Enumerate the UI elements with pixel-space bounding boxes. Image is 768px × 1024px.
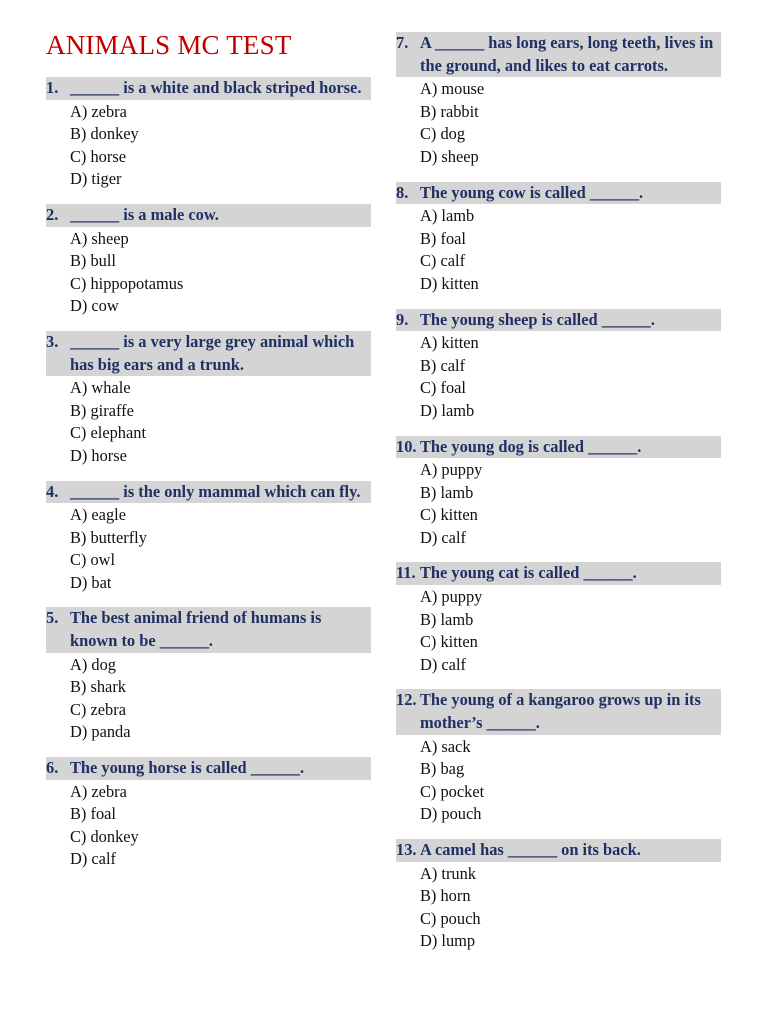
answer-options xyxy=(70,504,371,594)
answer-option-a: A) sack xyxy=(420,736,471,756)
answer-option-d: D) panda xyxy=(70,722,131,742)
right-column xyxy=(396,32,721,966)
question-12 xyxy=(396,689,721,826)
answer-options xyxy=(420,863,721,953)
question-number: 4. xyxy=(46,481,59,501)
question-6 xyxy=(46,757,371,871)
question-stem xyxy=(396,309,721,332)
answer-option-d: D) lump xyxy=(420,931,476,951)
question-stem xyxy=(46,757,371,780)
answer-option-c: C) owl xyxy=(70,550,116,570)
question-text: The young sheep is called ______. xyxy=(420,309,655,329)
answer-options xyxy=(70,654,371,744)
answer-option-d: D) lamb xyxy=(420,400,475,420)
question-text: A ______ has long ears, long teeth, lives in the ground, and likes to eat carrots. xyxy=(420,33,714,75)
answer-option-c: C) kitten xyxy=(420,632,478,652)
answer-option-c: C) foal xyxy=(420,378,466,398)
answer-option-a: A) zebra xyxy=(70,101,127,121)
question-text: ______ is a very large grey animal which has big ears and a trunk. xyxy=(70,331,355,374)
question-number: 12. xyxy=(396,690,417,710)
question-number: 8. xyxy=(396,182,409,202)
answer-options xyxy=(70,101,371,191)
question-number: 5. xyxy=(46,608,59,628)
answer-options xyxy=(420,459,721,549)
question-stem xyxy=(46,77,371,100)
question-8 xyxy=(396,182,721,296)
question-11 xyxy=(396,562,721,676)
answer-option-d: D) tiger xyxy=(70,169,122,189)
question-text: ______ is the only mammal which can fly. xyxy=(70,481,361,501)
answer-option-d: D) calf xyxy=(70,849,116,869)
question-number: 6. xyxy=(46,758,59,778)
answer-option-a: A) mouse xyxy=(420,79,485,99)
page-title: ANIMALS MC TEST xyxy=(46,30,292,60)
answer-option-a: A) zebra xyxy=(70,781,127,801)
question-stem xyxy=(46,481,371,504)
question-10 xyxy=(396,436,721,550)
answer-option-d: D) calf xyxy=(420,654,466,674)
question-number: 1. xyxy=(46,78,59,97)
question-stem xyxy=(396,436,721,459)
answer-option-b: B) bull xyxy=(70,251,116,271)
question-text: The young dog is called ______. xyxy=(420,436,642,456)
answer-option-c: C) zebra xyxy=(70,699,126,719)
answer-option-d: D) calf xyxy=(420,527,466,547)
question-number: 11. xyxy=(396,563,416,583)
answer-option-c: C) pocket xyxy=(420,781,485,801)
answer-option-a: A) whale xyxy=(70,378,131,398)
answer-options xyxy=(420,736,721,826)
answer-option-c: C) dog xyxy=(420,124,466,144)
answer-options xyxy=(70,228,371,318)
answer-option-d: D) pouch xyxy=(420,804,482,824)
answer-options xyxy=(420,586,721,676)
question-stem xyxy=(46,204,371,227)
answer-option-a: A) trunk xyxy=(420,863,476,883)
question-7 xyxy=(396,32,721,169)
question-3 xyxy=(46,331,371,468)
question-text: The young cow is called ______. xyxy=(420,182,644,202)
question-text: A camel has ______ on its back. xyxy=(420,840,641,859)
answer-option-b: B) shark xyxy=(70,677,126,697)
answer-option-a: A) puppy xyxy=(420,460,483,480)
question-text: The young horse is called ______. xyxy=(70,758,305,778)
answer-option-d: D) sheep xyxy=(420,146,479,166)
answer-option-b: B) giraffe xyxy=(70,400,134,420)
question-text: The young of a kangaroo grows up in its mother’s ______. xyxy=(420,690,701,733)
answer-option-c: C) calf xyxy=(420,251,466,271)
answer-option-b: B) lamb xyxy=(420,609,474,629)
question-number: 10. xyxy=(396,436,417,456)
question-number: 13. xyxy=(396,840,417,859)
question-number: 9. xyxy=(396,309,409,329)
answer-option-a: A) sheep xyxy=(70,228,129,248)
answer-option-d: D) horse xyxy=(70,445,127,465)
question-stem xyxy=(396,689,721,734)
answer-option-a: A) eagle xyxy=(70,505,126,525)
question-13 xyxy=(396,839,721,953)
answer-option-b: B) foal xyxy=(420,228,466,248)
answer-option-a: A) kitten xyxy=(420,333,479,353)
answer-option-d: D) kitten xyxy=(420,273,479,293)
question-stem xyxy=(46,331,371,376)
answer-option-c: C) pouch xyxy=(420,908,481,928)
answer-option-a: A) puppy xyxy=(420,587,483,607)
answer-option-b: B) butterfly xyxy=(70,527,147,547)
question-text: ______ is a white and black striped horse. xyxy=(70,78,362,97)
question-stem xyxy=(396,562,721,585)
answer-options xyxy=(420,78,721,168)
answer-option-a: A) dog xyxy=(70,654,116,674)
question-5 xyxy=(46,607,371,744)
question-4 xyxy=(46,481,371,595)
question-stem xyxy=(396,32,721,77)
answer-options xyxy=(70,377,371,467)
answer-option-b: B) calf xyxy=(420,355,466,375)
answer-option-b: B) rabbit xyxy=(420,101,479,121)
question-2 xyxy=(46,204,371,318)
question-1 xyxy=(46,77,371,191)
question-number: 3. xyxy=(46,331,59,351)
question-stem xyxy=(396,839,721,862)
question-number: 7. xyxy=(396,33,409,52)
answer-option-c: C) donkey xyxy=(70,826,139,846)
answer-options xyxy=(420,332,721,422)
left-column xyxy=(46,77,371,884)
question-text: ______ is a male cow. xyxy=(70,204,219,224)
question-stem xyxy=(46,607,371,652)
answer-option-c: C) hippopotamus xyxy=(70,273,184,293)
question-text: The best animal friend of humans is known to be ______. xyxy=(70,608,322,651)
question-text: The young cat is called ______. xyxy=(420,563,637,583)
answer-option-b: B) bag xyxy=(420,759,465,779)
answer-option-c: C) horse xyxy=(70,146,126,166)
answer-option-b: B) horn xyxy=(420,886,471,906)
answer-option-b: B) lamb xyxy=(420,482,474,502)
answer-option-d: D) cow xyxy=(70,296,119,316)
question-number: 2. xyxy=(46,204,59,224)
answer-option-a: A) lamb xyxy=(420,206,475,226)
question-9 xyxy=(396,309,721,423)
answer-option-d: D) bat xyxy=(70,572,112,592)
answer-option-c: C) elephant xyxy=(70,423,147,443)
answer-options xyxy=(420,205,721,295)
answer-option-c: C) kitten xyxy=(420,505,478,525)
answer-options xyxy=(70,781,371,871)
answer-option-b: B) donkey xyxy=(70,124,139,144)
question-stem xyxy=(396,182,721,205)
answer-option-b: B) foal xyxy=(70,804,116,824)
